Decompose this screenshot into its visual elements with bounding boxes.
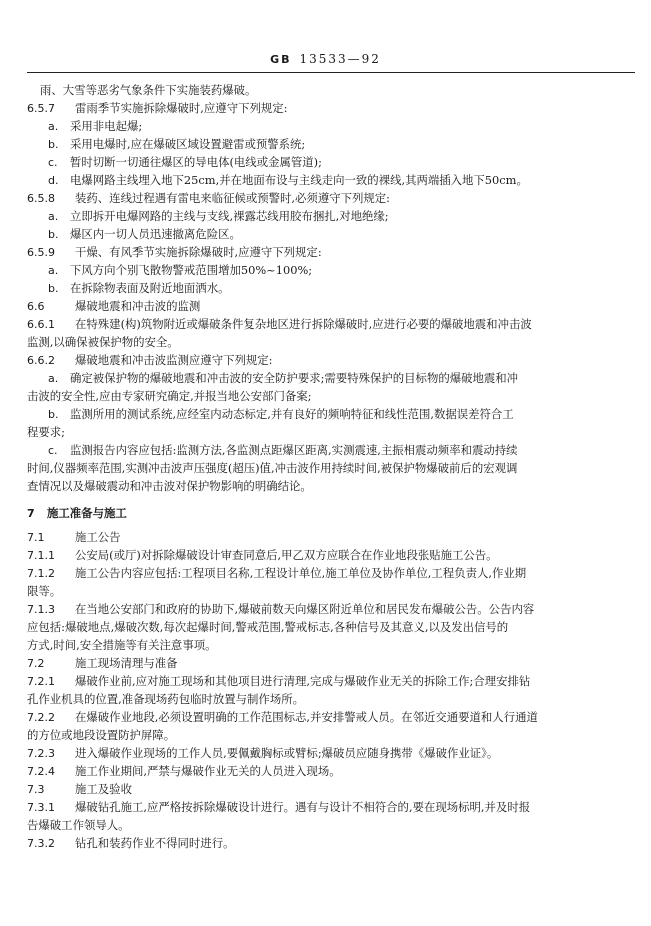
text-line: 程要求; [27, 425, 66, 439]
item-c: c. 暂时切断一切通往爆区的导电体(电线或金属管道); [48, 155, 322, 169]
clause-6-5-8: 6.5.8 装药、连线过程遇有雷电来临征候或预警时,必须遵守下列规定: [27, 191, 391, 205]
clause-7-2-4: 7.2.4 施工作业期间,严禁与爆破作业无关的人员进入现场。 [27, 764, 341, 778]
item-b: b. 在拆除物表面及附近地面洒水。 [48, 281, 230, 295]
item-d: d. 电爆网路主线埋入地下25cm,并在地面布设与主线走向一致的裸线,其两端插入地下50cm。 [48, 173, 528, 187]
text-line: 方式,时间,安全措施等有关注意事项。 [27, 638, 217, 652]
item-a: a. 采用非电起爆; [48, 119, 143, 133]
text-line: 监测,以确保被保护物的安全。 [27, 335, 179, 349]
clause-6-5-9: 6.5.9 干燥、有风季节实施拆除爆破时,应遵守下列规定: [27, 245, 322, 259]
clause-7-3-1: 7.3.1 爆破钻孔施工,应严格按拆除爆破设计进行。遇有与设计不相符合的,要在现场标明,并及时报 [27, 800, 531, 814]
clause-7-1-1: 7.1.1 公安局(或厅)对拆除爆破设计审查同意后,甲乙双方应联合在作业地段张贴施工公告。 [27, 548, 498, 562]
item-b: b. 监测所用的测试系统,应经室内动态标定,并有良好的频响特征和线性范围,数据误差符合工 [48, 407, 514, 421]
clause-7-1-2: 7.1.2 施工公告内容应包括:工程项目名称,工程设计单位,施工单位及协作单位,工程负责人,作业期 [27, 566, 527, 580]
clause-7-2-1: 7.2.1 爆破作业前,应对施工现场和其他项目进行清理,完成与爆破作业无关的拆除工作;合理安排钻 [27, 674, 531, 688]
standard-prefix: GB [270, 53, 292, 66]
text-line: 查情况以及爆破震动和冲击波对保护物影响的明确结论。 [27, 479, 312, 493]
text-line: 时间,仪器频率范围,实测冲击波声压强度(超压)值,冲击波作用持续时间,被保护物爆破前后的宏观调 [27, 461, 518, 475]
text-line: 应包括:爆破地点,爆破次数,每次起爆时间,警戒范围,警戒标志,各种信号及其意义,以及发出信号的 [27, 620, 509, 634]
clause-7-2: 7.2 施工现场清理与准备 [27, 656, 178, 670]
page-header [0, 52, 651, 66]
clause-7-1-3: 7.1.3 在当地公安部门和政府的协助下,爆破前数天向爆区附近单位和居民发布爆破公告。公告内容 [27, 602, 535, 616]
item-a: a. 下风方向个别飞散物警戒范围增加50%~100%; [48, 263, 313, 277]
text-line: 击波的安全性,应由专家研究确定,并报当地公安部门备案; [27, 389, 312, 403]
clause-7-1: 7.1 施工公告 [27, 530, 121, 544]
clause-6-6-1: 6.6.1 在特殊建(构)筑物附近或爆破条件复杂地区进行拆除爆破时,应进行必要的爆破地震和冲击波 [27, 317, 532, 331]
section-7-heading: 7 施工准备与施工 [27, 506, 127, 520]
clause-7-3: 7.3 施工及验收 [27, 782, 132, 796]
text-line: 的方位或地段设置防护屏障。 [27, 728, 176, 742]
item-b: b. 采用电爆时,应在爆破区域设置避雷或预警系统; [48, 137, 306, 151]
item-b: b. 爆区内一切人员迅速撤离危险区。 [48, 227, 241, 241]
text-line: 雨、大雪等恶劣气象条件下实施装药爆破。 [40, 83, 257, 97]
clause-6-5-7: 6.5.7 雷雨季节实施拆除爆破时,应遵守下列规定: [27, 101, 288, 115]
item-a: a. 立即拆开电爆网路的主线与支线,裸露芯线用胶布捆扎,对地绝缘; [48, 209, 389, 223]
item-c: c. 监测报告内容应包括:监测方法,各监测点距爆区距离,实测震速,主振相震动频率和震动持续 [48, 443, 518, 457]
clause-6-6: 6.6 爆破地震和冲击波的监测 [27, 299, 201, 313]
clause-7-3-2: 7.3.2 钻孔和装药作业不得同时进行。 [27, 836, 235, 850]
clause-7-2-2: 7.2.2 在爆破作业地段,必须设置明确的工作范围标志,并安排警戒人员。在邻近交通要道和人行通道 [27, 710, 538, 724]
clause-6-6-2: 6.6.2 爆破地震和冲击波监测应遵守下列规定: [27, 353, 273, 367]
header-rule [27, 72, 635, 73]
text-line: 告爆破工作领导人。 [27, 818, 130, 832]
clause-7-2-3: 7.2.3 进入爆破作业现场的工作人员,要佩戴胸标或臂标;爆破员应随身携带《爆破作业证》。 [27, 746, 499, 760]
text-line: 孔作业机具的位置,准备现场药包临时放置与制作场所。 [27, 692, 304, 706]
item-a: a. 确定被保护物的爆破地震和冲击波的安全防护要求;需要特殊保护的目标物的爆破地震和冲 [48, 371, 519, 385]
text-line: 限等。 [27, 584, 62, 598]
standard-code: 13533—92 [299, 52, 381, 66]
